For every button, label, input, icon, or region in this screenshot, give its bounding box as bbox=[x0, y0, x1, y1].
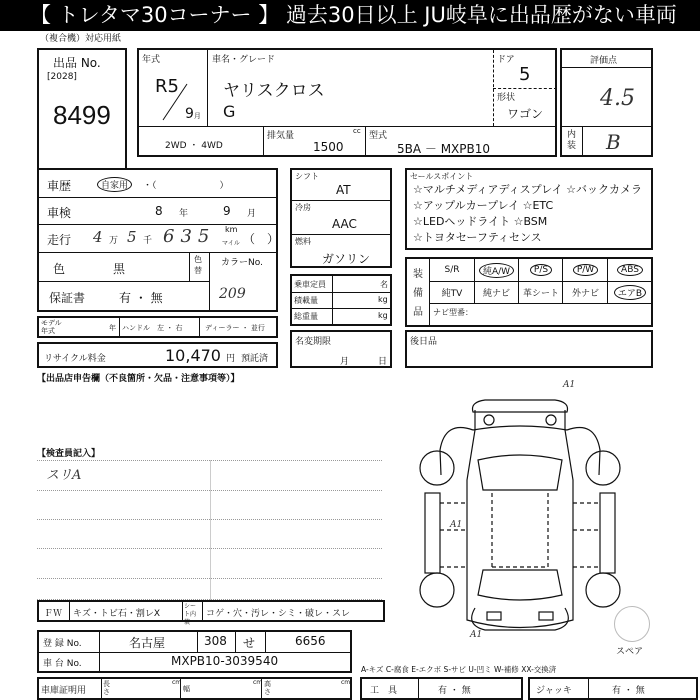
jack-box bbox=[528, 677, 698, 700]
recycle-row bbox=[37, 342, 278, 368]
sales-point: ☆マルチメディアディスプレイ ☆バックカメラ bbox=[413, 183, 643, 196]
fuel-label: 燃料 bbox=[295, 237, 311, 246]
navi-model-label: ナビ型番： bbox=[433, 308, 473, 317]
model-year-label: モデル年式 bbox=[41, 319, 62, 335]
mileage-man: 4 bbox=[93, 228, 103, 246]
interior-label: 内装 bbox=[567, 130, 577, 151]
ac-label: 冷房 bbox=[295, 203, 311, 212]
inspection-year: 8 bbox=[155, 204, 163, 218]
registration-label: 登 録 No. bbox=[43, 639, 82, 649]
spare-label: スペア bbox=[616, 647, 644, 657]
chassis-label: 車 台 No. bbox=[43, 659, 82, 669]
equipment-item bbox=[564, 259, 608, 281]
model-label: 型式 bbox=[369, 131, 388, 141]
warranty-value: 有 ・ 無 bbox=[119, 291, 163, 305]
damage-mark: A1 bbox=[563, 380, 576, 390]
name-change-label: 名変期限 bbox=[295, 337, 332, 347]
tools-box bbox=[360, 677, 523, 700]
header-banner: 【 トレタマ30コーナー 】 過去30日以上 JU岐阜に出品歴がない車両 bbox=[0, 0, 700, 31]
name-change-box bbox=[290, 330, 392, 368]
equipment-item-label: P/W bbox=[573, 264, 598, 276]
deposited-label: 預託済 bbox=[241, 354, 269, 364]
vehicle-box bbox=[137, 48, 557, 157]
model-year-row bbox=[37, 316, 278, 338]
chassis-number: MXPB10-3039540 bbox=[171, 654, 279, 668]
garage-label: 車庫証明用 bbox=[41, 686, 87, 696]
body-value: ワゴン bbox=[507, 107, 544, 121]
capacity-label: 乗車定員 bbox=[294, 280, 326, 289]
equipment-item bbox=[475, 259, 519, 281]
drive-type: 2WD ・ 4WD bbox=[165, 141, 223, 151]
mile-paren: （ ） bbox=[243, 232, 280, 246]
man-unit: 万 bbox=[109, 236, 119, 246]
cc-unit: cc bbox=[353, 127, 361, 135]
equipment-item bbox=[430, 259, 474, 281]
form-note: （複合機）対応用紙 bbox=[40, 34, 122, 44]
sales-point: ☆アップルカープレイ ☆ETC bbox=[413, 199, 554, 212]
color-value: 黒 bbox=[113, 262, 126, 276]
jack-label: ジャッキ bbox=[536, 686, 572, 696]
equipment-item-label: ABS bbox=[617, 264, 643, 276]
history-rest: ・（ ） bbox=[143, 181, 229, 191]
registration-box bbox=[37, 630, 352, 673]
inspection-month: 9 bbox=[223, 204, 231, 218]
history-value: 自家用 bbox=[97, 177, 132, 192]
damage-mark: A1 bbox=[450, 520, 463, 530]
lot-box bbox=[37, 48, 127, 170]
displacement-value: 1500 bbox=[313, 140, 344, 154]
equipment-box bbox=[405, 257, 653, 327]
recycle-label: リサイクル料金 bbox=[44, 354, 106, 364]
registration-number: 6656 bbox=[295, 634, 326, 648]
name-label: 車名・グレード bbox=[212, 55, 276, 65]
sales-points-list bbox=[413, 182, 642, 246]
equipment-item bbox=[475, 281, 519, 303]
color-label: 色 bbox=[53, 262, 66, 276]
repaint-label: 色替 bbox=[194, 255, 202, 275]
mileage-label: 走行 bbox=[47, 233, 72, 247]
equipment-item bbox=[519, 281, 563, 303]
dealer-value: ディーラー ・ 並行 bbox=[205, 324, 265, 332]
interior-value: B bbox=[606, 130, 621, 154]
seat-items: コゲ・穴・汚レ・シミ・破レ・スレ bbox=[206, 609, 351, 619]
rear-bumper bbox=[473, 400, 568, 412]
equipment-item-label: エアB bbox=[614, 285, 646, 300]
score-label: 評価点 bbox=[590, 56, 618, 66]
lot-label: 出品 No. bbox=[53, 56, 101, 70]
handle-label: ハンドル bbox=[122, 324, 150, 332]
damage-mark: A1 bbox=[470, 630, 483, 640]
later-items-label: 後日品 bbox=[410, 337, 438, 347]
equipment-item bbox=[608, 281, 652, 303]
equipment-item-label: 純A/W bbox=[479, 263, 514, 278]
equipment-item bbox=[608, 259, 652, 281]
sales-points-box bbox=[405, 168, 653, 250]
tools-value: 有 ・ 無 bbox=[438, 686, 471, 696]
equipment-item-label: P/S bbox=[530, 264, 552, 276]
capacity-box bbox=[290, 274, 392, 326]
month-value: 9月 bbox=[185, 106, 201, 122]
registration-class: 308 bbox=[204, 634, 227, 648]
equipment-item-label: 革シート bbox=[522, 288, 559, 299]
year-value: R5 bbox=[155, 76, 179, 97]
capacity-unit: 名 bbox=[380, 280, 388, 289]
handle-value: 左 ・ 右 bbox=[157, 324, 183, 332]
cm-unit: cm bbox=[172, 679, 182, 686]
inspector-notes: スリA bbox=[46, 468, 82, 483]
damage-legend: A-キズ C-腐食 E-エクボ S-サビ U-凹ミ W-補修 XX-交換済 bbox=[361, 665, 557, 674]
spare-tire-icon bbox=[614, 606, 650, 642]
seller-notes-label: 【出品店申告欄（不良箇所・欠品・注意事項等）】 bbox=[37, 374, 240, 384]
body-label: 形状 bbox=[497, 93, 516, 103]
mile-unit: マイル bbox=[222, 240, 240, 247]
specs-box bbox=[290, 168, 392, 268]
lot-number: 8499 bbox=[53, 100, 111, 130]
history-box bbox=[37, 168, 278, 312]
equipment-item bbox=[564, 281, 608, 303]
sales-point: ☆トヨタセーフティセンス bbox=[413, 231, 542, 244]
nen-label: 年 bbox=[109, 324, 116, 332]
car-diagram bbox=[415, 380, 630, 640]
yen-unit: 円 bbox=[226, 354, 236, 364]
length-label: 長さ bbox=[103, 680, 110, 696]
shift-value: AT bbox=[336, 183, 351, 197]
year-unit: 年 bbox=[179, 209, 189, 219]
cm-unit: cm bbox=[253, 679, 263, 686]
equipment-item bbox=[430, 281, 474, 303]
mileage-rest: 635 bbox=[163, 226, 216, 247]
model-value: 5BA － MXPB10 bbox=[397, 142, 491, 156]
fw-items: キズ・トビ石・割レX bbox=[73, 609, 160, 619]
name-change-month: 月 bbox=[340, 357, 350, 367]
sen-unit: 千 bbox=[143, 236, 153, 246]
load-unit: kg bbox=[378, 295, 388, 304]
weight-label: 総重量 bbox=[294, 312, 318, 321]
score-box bbox=[560, 48, 653, 157]
sales-point: ☆LEDヘッドライト ☆BSM bbox=[413, 215, 548, 228]
load-label: 積載量 bbox=[294, 296, 318, 305]
shift-label: シフト bbox=[295, 172, 319, 181]
sales-points-label: セールスポイント bbox=[410, 172, 474, 181]
km-unit: km bbox=[225, 225, 238, 234]
equipment-item-label: 外ナビ bbox=[571, 288, 599, 299]
width-label: 幅 bbox=[183, 685, 190, 693]
lot-stamp: [2028] bbox=[47, 72, 77, 82]
equipment-item-label: S/R bbox=[444, 265, 460, 275]
equipment-item bbox=[519, 259, 563, 281]
car-grade: G bbox=[223, 102, 236, 121]
warranty-label: 保証書 bbox=[49, 291, 86, 305]
tools-label: 工 具 bbox=[370, 686, 398, 696]
equipment-item-label: 純TV bbox=[441, 288, 463, 299]
year-label: 年式 bbox=[142, 55, 161, 65]
mileage-sen: 5 bbox=[127, 228, 137, 246]
equipment-label: 装備品 bbox=[413, 269, 423, 318]
car-name: ヤリスクロス bbox=[223, 81, 325, 101]
fw-label: ＦＷ bbox=[44, 609, 63, 619]
jack-value: 有 ・ 無 bbox=[612, 686, 645, 696]
recycle-value: 10,470 bbox=[165, 346, 221, 365]
cm-unit: cm bbox=[341, 679, 351, 686]
door-label: ドア bbox=[497, 55, 515, 65]
score-value: 4.5 bbox=[600, 86, 635, 111]
fuel-value: ガソリン bbox=[322, 252, 371, 266]
inspector-label: 【検査員記入】 bbox=[37, 449, 101, 459]
color-no-value: 209 bbox=[219, 286, 246, 302]
weight-unit: kg bbox=[378, 311, 388, 320]
registration-kana: せ bbox=[243, 636, 256, 650]
registration-place: 名古屋 bbox=[129, 636, 166, 650]
garage-row bbox=[37, 677, 352, 700]
displacement-label: 排気量 bbox=[267, 131, 295, 141]
seat-label: シート内装 bbox=[184, 603, 197, 626]
inspection-label: 車検 bbox=[47, 206, 72, 220]
month-unit: 月 bbox=[247, 209, 257, 219]
color-no-label: カラーNo. bbox=[221, 258, 263, 268]
ac-value: AAC bbox=[332, 217, 357, 231]
equipment-item-label: 純ナビ bbox=[482, 288, 510, 299]
history-label: 車歴 bbox=[47, 179, 72, 193]
height-label: 高さ bbox=[264, 680, 271, 696]
later-items-box bbox=[405, 330, 653, 368]
name-change-day: 日 bbox=[378, 357, 388, 367]
fw-row bbox=[37, 600, 385, 626]
door-value: 5 bbox=[519, 64, 531, 85]
